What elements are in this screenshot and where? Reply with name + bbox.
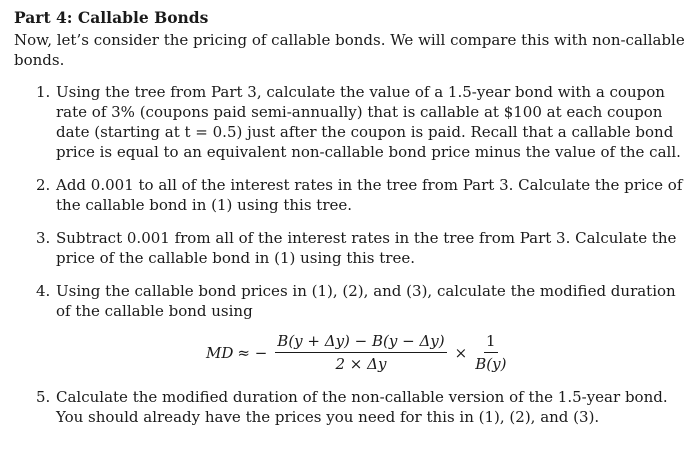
item-text: Using the callable bond prices in (1), (2), and (3), calculate the modified duration of the callable bond using bbox=[56, 282, 676, 320]
formula-approx: ≈ − bbox=[237, 343, 268, 362]
modified-duration-formula bbox=[206, 331, 686, 374]
item-text: Subtract 0.001 from all of the interest rates in the tree from Part 3. Calculate the price of the callable bond in (1) using this tree. bbox=[56, 229, 677, 267]
formula-fraction-main bbox=[275, 331, 446, 374]
formula-denominator: 2 × Δy bbox=[335, 355, 387, 373]
question-item-4 bbox=[14, 281, 686, 374]
question-list bbox=[14, 82, 686, 427]
formula-numerator-2: 1 bbox=[484, 331, 498, 353]
formula-fraction-reciprocal bbox=[475, 331, 506, 374]
item-number: 1. bbox=[36, 83, 51, 101]
item-number: 5. bbox=[36, 388, 51, 406]
question-item-2 bbox=[14, 175, 686, 215]
formula-lhs: MD bbox=[206, 343, 234, 362]
section-title: Part 4: Callable Bonds bbox=[14, 8, 209, 27]
formula-times: × bbox=[454, 343, 468, 362]
question-item-5 bbox=[14, 387, 686, 427]
formula-numerator: B(y + Δy) − B(y − Δy) bbox=[275, 331, 446, 353]
formula-denominator-2: B(y) bbox=[475, 355, 507, 373]
question-item-3 bbox=[14, 228, 686, 268]
document-page bbox=[14, 8, 686, 440]
question-item-1 bbox=[14, 82, 686, 162]
item-number: 2. bbox=[36, 176, 51, 194]
item-text: Calculate the modified duration of the non-callable version of the 1.5-year bond. You should already have the prices you need for this in (1), (2), and (3). bbox=[56, 388, 668, 426]
intro-paragraph: Now, let’s consider the pricing of callable bonds. We will compare this with non-callable bonds. bbox=[14, 31, 685, 69]
item-number: 4. bbox=[36, 282, 51, 300]
item-text: Add 0.001 to all of the interest rates in the tree from Part 3. Calculate the price of the callable bond in (1) using this tree. bbox=[56, 176, 683, 214]
item-text: Using the tree from Part 3, calculate the value of a 1.5-year bond with a coupon rate of 3% (coupons paid semi-annually) that is callable at $100 at each coupon date (starting at t = 0.5) just after the coupon is paid. Recall that a callable bond price is equal to an equivalent non-callable bond price minus the value of the call. bbox=[56, 83, 681, 161]
item-number: 3. bbox=[36, 229, 51, 247]
